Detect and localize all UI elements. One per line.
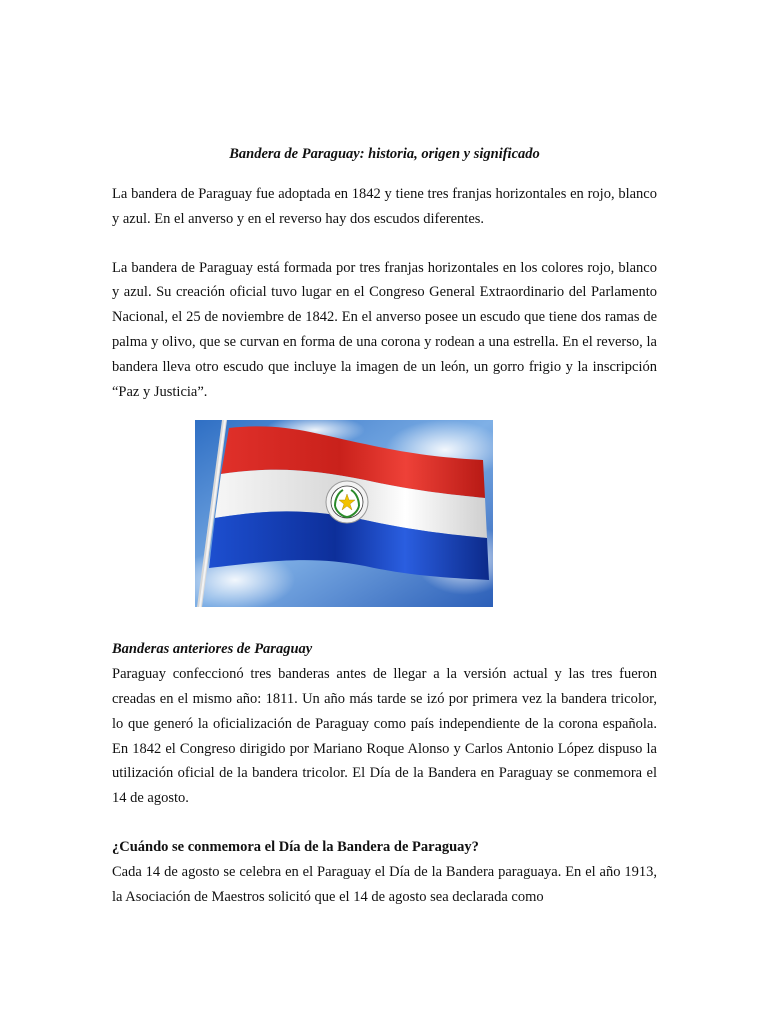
document-title: Bandera de Paraguay: historia, origen y significado: [229, 146, 540, 162]
section-heading-previous-flags: Banderas anteriores de Paraguay: [112, 641, 313, 658]
flag-photo-icon: [195, 420, 493, 607]
document-page: [112, 140, 657, 909]
section-heading-flag-day: ¿Cuándo se conmemora el Día de la Bandera de Paraguay?: [112, 838, 479, 855]
intro-paragraph: La bandera de Paraguay fue adoptada en 1842 y tiene tres franjas horizontales en rojo, blanco y azul. En el anverso y en el reverso hay dos escudos diferentes.: [112, 186, 657, 227]
flag-day-paragraph: Cada 14 de agosto se celebra en el Paraguay el Día de la Bandera paraguaya. En el año 1913, la Asociación de Maestros solicitó que el 14 de agosto sea declarada como: [112, 863, 657, 905]
paraguay-flag-image: [195, 420, 493, 607]
coat-of-arms-icon: [326, 481, 368, 523]
previous-flags-paragraph: Paraguay confeccionó tres banderas antes de llegar a la versión actual y las tres fueron creadas en el mismo año: 1811. Un año más tarde se izó por primera vez la bandera tricolor, lo que generó la oficialización de Paraguay como país independiente de la corona española. En 1842 el Congreso dirigido por Mariano Roque Alonso y Carlos Antonio López dispuso la utilización oficial de la bandera tricolor. El Día de la Bandera en Paraguay se conmemora el 14 de agosto.: [112, 666, 657, 807]
description-paragraph: La bandera de Paraguay está formada por tres franjas horizontales en los colores rojo, blanco y azul. Su creación oficial tuvo lugar en el Congreso General Extraordinario del Parlamento Nacional, el 25 de noviembre de 1842. En el anverso posee un escudo que tiene dos ramas de palma y olivo, que se curvan en forma de una corona y rodean a una estrella. En el reverso, la bandera lleva otro escudo que incluye la imagen de un león, un gorro frigio y la inscripción “Paz y Justicia”.: [112, 259, 657, 400]
